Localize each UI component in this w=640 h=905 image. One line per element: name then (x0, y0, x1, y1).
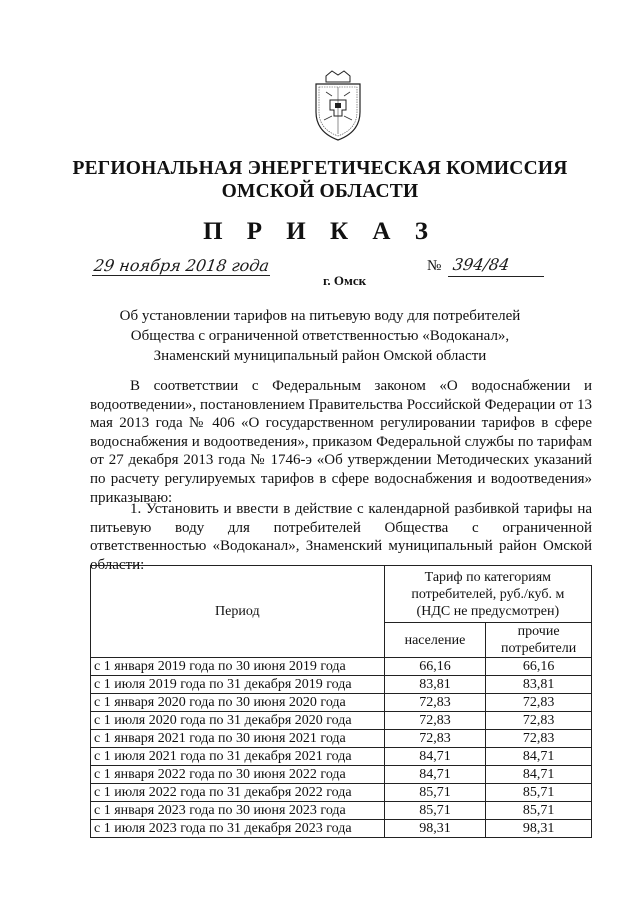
city-label: г. Омск (323, 273, 367, 288)
population-value: 85,71 (384, 784, 486, 802)
table-row (91, 802, 592, 820)
period-cell: с 1 января 2021 года по 30 июня 2021 года (91, 730, 385, 748)
population-value: 84,71 (384, 766, 486, 784)
other-value: 85,71 (486, 784, 592, 802)
date-underline (92, 275, 270, 276)
handwritten-number: 394/84 (451, 255, 511, 274)
coat-of-arms-icon (312, 70, 364, 142)
tariff-table (90, 565, 592, 838)
table-row (91, 730, 592, 748)
other-value: 84,71 (486, 748, 592, 766)
period-cell: с 1 июля 2021 года по 31 декабря 2021 года (91, 748, 385, 766)
table-row (91, 748, 592, 766)
population-value: 98,31 (384, 820, 486, 838)
other-value: 98,31 (486, 820, 592, 838)
table-row (91, 712, 592, 730)
subject-line: Об установлении тарифов на питьевую воду для потребителей (119, 308, 521, 324)
table-row (91, 784, 592, 802)
number-label: № (427, 258, 442, 274)
other-value: 72,83 (486, 712, 592, 730)
order-subject (0, 306, 640, 366)
other-value: 85,71 (486, 802, 592, 820)
org-name-line1: РЕГИОНАЛЬНАЯ ЭНЕРГЕТИЧЕСКАЯ КОМИССИЯ (72, 158, 568, 179)
other-value: 84,71 (486, 766, 592, 784)
period-cell: с 1 января 2019 года по 30 июня 2019 года (91, 658, 385, 676)
period-cell: с 1 июля 2019 года по 31 декабря 2019 года (91, 676, 385, 694)
header-other-consumers: прочие потребители (486, 623, 592, 658)
table-row (91, 658, 592, 676)
period-cell: с 1 июля 2023 года по 31 декабря 2023 года (91, 820, 385, 838)
population-value: 83,81 (384, 676, 486, 694)
preamble-paragraph: В соответствии с Федеральным законом «О водоснабжении и водоотведении», постановлением Правительства Российской Федерации от 13 мая 2013 года № 406 «О государственном регулировании тарифов в сфере водоснабжения и водоотведения», приказом Федеральной службы по тарифам от 27 декабря 2013 года № 1746-э «Об утверждении Методических указаний по расчету регулируемых тарифов в сфере водоснабжения и водоотведения» приказываю: (90, 378, 592, 506)
subject-line: Общества с ограниченной ответственностью «Водоканал», (130, 328, 510, 344)
period-cell: с 1 июля 2020 года по 31 декабря 2020 года (91, 712, 385, 730)
period-cell: с 1 января 2022 года по 30 июня 2022 года (91, 766, 385, 784)
other-value: 72,83 (486, 730, 592, 748)
subject-line: Знаменский муниципальный район Омской области (153, 348, 487, 364)
clause-1-paragraph: 1. Установить и ввести в действие с календарной разбивкой тарифы на питьевую воду для потребителей Общества с ограниченной ответственностью «Водоканал», Знаменский муниципальный район Омской области: (90, 501, 592, 573)
number-underline (448, 276, 544, 277)
population-value: 72,83 (384, 694, 486, 712)
other-value: 83,81 (486, 676, 592, 694)
handwritten-date: 29 ноября 2018 года (92, 256, 271, 275)
header-tariff: Тариф по категориям потребителей, руб./куб. м (НДС не предусмотрен) (384, 566, 591, 623)
period-cell: с 1 июля 2022 года по 31 декабря 2022 года (91, 784, 385, 802)
population-value: 85,71 (384, 802, 486, 820)
table-row (91, 766, 592, 784)
population-value: 72,83 (384, 730, 486, 748)
population-value: 72,83 (384, 712, 486, 730)
table-row (91, 694, 592, 712)
period-cell: с 1 января 2023 года по 30 июня 2023 года (91, 802, 385, 820)
org-name-line2: ОМСКОЙ ОБЛАСТИ (221, 181, 419, 202)
period-cell: с 1 января 2020 года по 30 июня 2020 года (91, 694, 385, 712)
table-row (91, 820, 592, 838)
header-population: население (384, 623, 486, 658)
other-value: 66,16 (486, 658, 592, 676)
header-period: Период (91, 566, 385, 658)
population-value: 66,16 (384, 658, 486, 676)
other-value: 72,83 (486, 694, 592, 712)
table-row (91, 676, 592, 694)
population-value: 84,71 (384, 748, 486, 766)
document-type-title: П Р И К А З (203, 218, 437, 245)
